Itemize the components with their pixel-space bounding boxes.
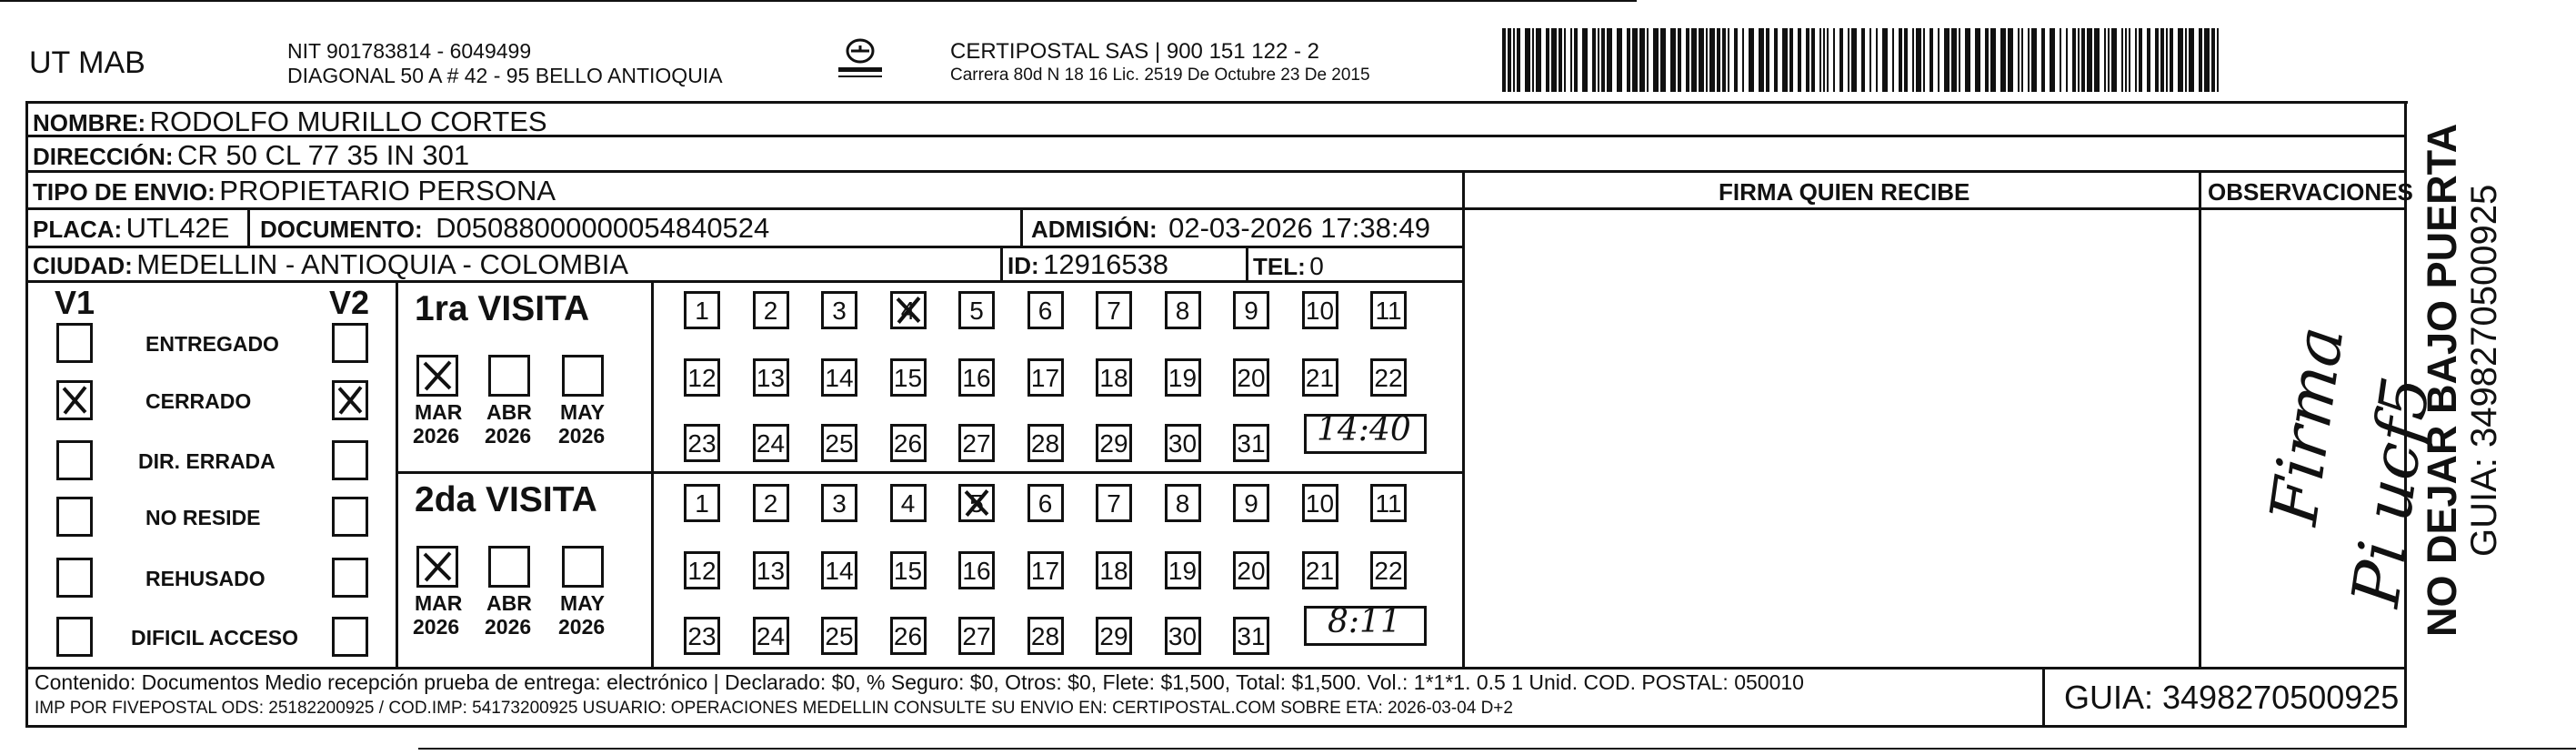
barcode-bar xyxy=(1938,28,1940,92)
barcode-bar xyxy=(1734,28,1738,92)
barcode-bar xyxy=(1709,28,1715,92)
day-cell[interactable]: 16 xyxy=(958,551,995,589)
col-line xyxy=(1246,246,1248,280)
barcode-bar xyxy=(1766,28,1769,92)
barcode-bar xyxy=(2166,28,2168,92)
barcode-bar xyxy=(1892,28,1894,92)
day-cell[interactable]: 11 xyxy=(1370,291,1407,329)
barcode-bar xyxy=(2199,28,2202,92)
day-cell[interactable]: 2 xyxy=(753,291,789,329)
day-cell[interactable]: 27 xyxy=(958,424,995,462)
barcode-bar xyxy=(1861,28,1865,92)
barcode-bar xyxy=(2031,28,2037,92)
barcode-bar xyxy=(1660,28,1666,92)
barcode-bar xyxy=(1570,28,1572,92)
barcode-bar xyxy=(1508,28,1511,92)
barcode-bar xyxy=(1592,28,1596,92)
month-checkbox[interactable] xyxy=(416,546,458,588)
barcode-bar xyxy=(1546,28,1549,92)
barcode-bar xyxy=(2211,28,2215,92)
company-name: CERTIPOSTAL SAS | 900 151 122 - 2 xyxy=(950,39,1319,64)
barcode-bar xyxy=(1823,28,1825,92)
barcode-bar xyxy=(2066,28,2068,92)
day-cell[interactable]: 10 xyxy=(1302,291,1338,329)
barcode-bar xyxy=(1904,28,1908,92)
barcode-bar xyxy=(2111,28,2117,92)
certipostal-logo xyxy=(833,35,887,89)
side-warning: NO DEJAR BAJO PUERTA xyxy=(2419,123,2465,637)
day-cell[interactable]: 7 xyxy=(1096,291,1132,329)
day-cell[interactable]: 7 xyxy=(1096,484,1132,522)
col-line xyxy=(2199,170,2201,669)
month-label: ABR xyxy=(486,400,532,424)
barcode-bar xyxy=(1827,28,1829,92)
year-label: 2026 xyxy=(413,424,460,448)
v1-label: V1 xyxy=(55,284,95,321)
row-line xyxy=(25,667,2407,669)
tipo-value: PROPIETARIO PERSONA xyxy=(219,175,556,206)
direccion-value: CR 50 CL 77 35 IN 301 xyxy=(177,139,470,171)
barcode-bar xyxy=(2104,28,2106,92)
first-visit-label: 1ra VISITA xyxy=(415,289,590,328)
direccion-label: DIRECCIÓN: xyxy=(33,143,174,170)
v1-checkbox[interactable] xyxy=(56,323,93,363)
day-cell[interactable]: 11 xyxy=(1370,484,1407,522)
form-left-border xyxy=(25,101,28,728)
v1-checkbox[interactable] xyxy=(56,558,93,598)
day-cell[interactable]: 4 xyxy=(890,484,927,522)
day-cell[interactable]: 22 xyxy=(1370,358,1407,397)
day-cell[interactable]: 2 xyxy=(753,484,789,522)
day-cell[interactable]: 29 xyxy=(1096,424,1132,462)
barcode-bar xyxy=(1839,28,1843,92)
month-label: MAR xyxy=(415,591,463,615)
nombre-label: NOMBRE: xyxy=(33,109,146,136)
barcode-bar xyxy=(1944,28,1950,92)
day-cell[interactable]: 9 xyxy=(1233,291,1269,329)
barcode-bar xyxy=(1699,28,1704,92)
check-mark-icon xyxy=(961,487,992,519)
check-mark-icon xyxy=(419,549,456,585)
month-checkbox[interactable] xyxy=(488,355,530,397)
admision-label: ADMISIÓN: xyxy=(1031,216,1158,243)
day-cell[interactable]: 23 xyxy=(684,617,720,655)
barcode-bar xyxy=(1582,28,1588,92)
v1-checkbox[interactable] xyxy=(56,380,93,420)
barcode-bar xyxy=(1502,28,1506,92)
day-cell[interactable]: 26 xyxy=(890,424,927,462)
barcode-bar xyxy=(1916,28,1921,92)
day-cell[interactable]: 25 xyxy=(821,617,857,655)
barcode-bar xyxy=(2185,28,2187,92)
year-label: 2026 xyxy=(485,424,532,448)
day-cell[interactable]: 3 xyxy=(821,484,857,522)
barcode-bar xyxy=(1912,28,1914,92)
placa-value: UTL42E xyxy=(125,212,230,244)
company-license: Carrera 80d N 18 16 Lic. 2519 De Octubre 23 De 2015 xyxy=(950,65,1370,85)
barcode-bar xyxy=(1806,28,1809,92)
day-cell[interactable]: 12 xyxy=(684,358,720,397)
status-option-label: ENTREGADO xyxy=(145,332,279,356)
barcode-bar xyxy=(1742,28,1744,92)
barcode-bar xyxy=(1876,28,1878,92)
barcode-bar xyxy=(1670,28,1676,92)
barcode-bar xyxy=(2087,28,2092,92)
month-checkbox[interactable] xyxy=(488,546,530,588)
barcode-bar xyxy=(2060,28,2061,92)
col-line xyxy=(2042,667,2045,727)
check-mark-icon xyxy=(893,294,924,327)
day-cell[interactable]: 6 xyxy=(1027,291,1064,329)
barcode-bar xyxy=(1517,28,1520,92)
barcode-bar xyxy=(2217,28,2219,92)
barcode-bar xyxy=(1819,28,1821,92)
v2-label: V2 xyxy=(329,284,370,321)
day-cell[interactable]: 18 xyxy=(1096,551,1132,589)
v2-checkbox[interactable] xyxy=(332,380,368,420)
barcode-bar xyxy=(1869,28,1871,92)
day-cell[interactable]: 27 xyxy=(958,617,995,655)
year-label: 2026 xyxy=(485,615,532,639)
col-line xyxy=(396,280,398,669)
day-cell[interactable]: 18 xyxy=(1096,358,1132,397)
barcode-bar xyxy=(1601,28,1605,92)
barcode-bar xyxy=(1959,28,1960,92)
day-cell[interactable]: 9 xyxy=(1233,484,1269,522)
id-label: ID: xyxy=(1007,252,1039,279)
sender-address: DIAGONAL 50 A # 42 - 95 BELLO ANTIOQUIA xyxy=(287,64,723,87)
day-cell[interactable]: 25 xyxy=(821,424,857,462)
v1-checkbox[interactable] xyxy=(56,497,93,537)
barcode-bar xyxy=(2155,28,2159,92)
barcode-bar xyxy=(1607,28,1612,92)
barcode-bar xyxy=(2135,28,2137,92)
barcode-bar xyxy=(1639,28,1645,92)
day-cell[interactable]: 28 xyxy=(1027,617,1064,655)
barcode-bar xyxy=(1990,28,1996,92)
day-cell[interactable]: 26 xyxy=(890,617,927,655)
documento-value: D05088000000054840524 xyxy=(436,212,770,244)
status-option-label: DIFICIL ACCESO xyxy=(131,626,299,649)
v1-checkbox[interactable] xyxy=(56,440,93,480)
month-label: MAY xyxy=(560,591,605,615)
barcode-bar xyxy=(1627,28,1630,92)
barcode-bar xyxy=(1965,28,1970,92)
day-cell[interactable]: 17 xyxy=(1027,551,1064,589)
day-cell[interactable]: 12 xyxy=(684,551,720,589)
barcode-bar xyxy=(1749,28,1754,92)
barcode-bar xyxy=(2081,28,2085,92)
footer-content: Contenido: Documentos Medio recepción prueba de entrega: electrónico | Declarado: $0, % Seguro: $0, Otros: $0, Flete: $1,500, Total: $1,500. Vol.: 1*1*1. 0.5 1 Unid. COD. POSTAL: 050010 xyxy=(35,670,1804,694)
footer-guia: GUIA: 3498270500925 xyxy=(2064,679,2400,716)
barcode-bar xyxy=(1798,28,1801,92)
year-label: 2026 xyxy=(558,424,606,448)
visits-divider xyxy=(396,471,1464,474)
barcode-bar xyxy=(1717,28,1720,92)
year-label: 2026 xyxy=(558,615,606,639)
status-option-label: DIR. ERRADA xyxy=(138,449,276,473)
day-cell[interactable]: 21 xyxy=(1302,358,1338,397)
day-cell[interactable]: 10 xyxy=(1302,484,1338,522)
day-cell[interactable]: 16 xyxy=(958,358,995,397)
day-cell[interactable]: 20 xyxy=(1233,551,1269,589)
check-mark-icon xyxy=(59,383,90,418)
status-option-label: REHUSADO xyxy=(145,567,266,590)
day-cell[interactable]: 14 xyxy=(821,358,857,397)
day-cell[interactable]: 1 xyxy=(684,291,720,329)
v2-checkbox[interactable] xyxy=(332,440,368,480)
barcode-bar xyxy=(2050,28,2055,92)
barcode-bar xyxy=(2018,28,2020,92)
barcode-bar xyxy=(1728,28,1729,92)
barcode-bar xyxy=(1782,28,1788,92)
v2-checkbox[interactable] xyxy=(332,323,368,363)
barcode-bar xyxy=(1789,28,1793,92)
documento-label: DOCUMENTO: xyxy=(260,216,423,243)
barcode-bar xyxy=(1985,28,1989,92)
month-checkbox[interactable] xyxy=(562,546,604,588)
side-guia: GUIA: 3498270500925 xyxy=(2464,184,2504,557)
barcode-bar xyxy=(1559,28,1562,92)
col-line xyxy=(1000,246,1003,280)
status-option-label: CERRADO xyxy=(145,389,252,413)
day-cell[interactable]: 24 xyxy=(753,617,789,655)
day-cell[interactable]: 19 xyxy=(1165,551,1201,589)
barcode-bar xyxy=(1774,28,1778,92)
col-line xyxy=(1020,207,1023,246)
month-label: MAY xyxy=(560,400,605,424)
barcode-bar xyxy=(2094,28,2100,92)
nombre-value: RODOLFO MURILLO CORTES xyxy=(149,106,547,137)
year-label: 2026 xyxy=(413,615,460,639)
barcode-bar xyxy=(1848,28,1849,92)
admision-value: 02-03-2026 17:38:49 xyxy=(1168,212,1430,244)
second-visit-time: 8:11 xyxy=(1328,603,1401,640)
barcode-bar xyxy=(2021,28,2023,92)
day-cell[interactable]: 19 xyxy=(1165,358,1201,397)
barcode-bar xyxy=(1882,28,1888,92)
day-cell[interactable]: 20 xyxy=(1233,358,1269,397)
barcode-bar xyxy=(1598,28,1599,92)
id-value: 12916538 xyxy=(1043,248,1169,280)
day-cell[interactable]: 8 xyxy=(1165,484,1201,522)
barcode-bar xyxy=(1551,28,1557,92)
barcode-bar xyxy=(2028,28,2030,92)
v2-checkbox[interactable] xyxy=(332,558,368,598)
barcode-bar xyxy=(1513,28,1515,92)
first-visit-time: 14:40 xyxy=(1317,411,1411,448)
barcode-bar xyxy=(2078,28,2080,92)
day-cell[interactable]: 17 xyxy=(1027,358,1064,397)
barcode-bar xyxy=(2139,28,2142,92)
observaciones-label: OBSERVACIONES xyxy=(2208,178,2413,206)
v1-checkbox[interactable] xyxy=(56,617,93,657)
tel-value: 0 xyxy=(1309,252,1324,280)
placa-label: PLACA: xyxy=(33,216,123,243)
barcode xyxy=(1502,28,2220,92)
status-option-label: NO RESIDE xyxy=(145,506,261,529)
barcode-bar xyxy=(2000,28,2006,92)
check-mark-icon xyxy=(419,357,456,394)
barcode-bar xyxy=(2121,28,2123,92)
barcode-bar xyxy=(1759,28,1764,92)
col-line xyxy=(1462,170,1465,669)
barcode-bar xyxy=(1722,28,1726,92)
top-rule xyxy=(0,0,1637,2)
day-cell[interactable]: 15 xyxy=(890,358,927,397)
barcode-bar xyxy=(1632,28,1638,92)
barcode-bar xyxy=(1691,28,1697,92)
barcode-bar xyxy=(1686,28,1689,92)
observaciones-note-1: Firma xyxy=(2255,321,2359,529)
month-checkbox[interactable] xyxy=(416,355,458,397)
col-line xyxy=(651,280,654,669)
barcode-bar xyxy=(1574,28,1578,92)
day-cell[interactable]: 5 xyxy=(958,484,995,522)
day-cell[interactable]: 14 xyxy=(821,551,857,589)
observaciones-note-2: Pi ucf5 xyxy=(2337,371,2445,611)
firma-label: FIRMA QUIEN RECIBE xyxy=(1719,178,1970,206)
day-cell[interactable]: 6 xyxy=(1027,484,1064,522)
barcode-bar xyxy=(1647,28,1649,92)
day-cell[interactable]: 29 xyxy=(1096,617,1132,655)
tel-label: TEL: xyxy=(1253,253,1306,280)
v2-checkbox[interactable] xyxy=(332,497,368,537)
day-cell[interactable]: 8 xyxy=(1165,291,1201,329)
day-cell[interactable]: 31 xyxy=(1233,617,1269,655)
second-visit-label: 2da VISITA xyxy=(415,480,597,519)
barcode-bar xyxy=(1851,28,1857,92)
barcode-bar xyxy=(2041,28,2045,92)
day-cell[interactable]: 23 xyxy=(684,424,720,462)
barcode-bar xyxy=(1678,28,1681,92)
barcode-bar xyxy=(2147,28,2150,92)
day-cell[interactable]: 5 xyxy=(958,291,995,329)
barcode-bar xyxy=(2125,28,2127,92)
day-cell[interactable]: 13 xyxy=(753,551,789,589)
day-cell[interactable]: 3 xyxy=(821,291,857,329)
barcode-bar xyxy=(1536,28,1541,92)
barcode-bar xyxy=(2108,28,2110,92)
barcode-bar xyxy=(1951,28,1957,92)
col-line xyxy=(247,207,250,246)
tipo-label: TIPO DE ENVIO: xyxy=(33,178,216,206)
day-cell[interactable]: 15 xyxy=(890,551,927,589)
day-cell[interactable]: 22 xyxy=(1370,551,1407,589)
barcode-bar xyxy=(2008,28,2013,92)
day-cell[interactable]: 30 xyxy=(1165,424,1201,462)
form-top-border xyxy=(25,101,2408,104)
barcode-bar xyxy=(2160,28,2164,92)
outer-bottom-rule xyxy=(418,748,2576,750)
sender-nit: NIT 901783814 - 6049499 xyxy=(287,39,532,63)
barcode-bar xyxy=(2170,28,2173,92)
footer-imp: IMP POR FIVEPOSTAL ODS: 25182200925 / COD.IMP: 54173200925 USUARIO: OPERACIONES MEDELLIN CONSULTE SU ENVIO EN: CERTIPOSTAL.COM SOBRE ETA: 2026-03-04 D+2 xyxy=(35,699,1513,718)
day-cell[interactable]: 1 xyxy=(684,484,720,522)
day-cell[interactable]: 21 xyxy=(1302,551,1338,589)
day-cell[interactable]: 13 xyxy=(753,358,789,397)
barcode-bar xyxy=(1929,28,1933,92)
barcode-bar xyxy=(1653,28,1659,92)
barcode-bar xyxy=(1923,28,1925,92)
check-mark-icon xyxy=(335,383,366,418)
barcode-bar xyxy=(2189,28,2194,92)
barcode-bar xyxy=(1525,28,1530,92)
month-label: MAR xyxy=(415,400,463,424)
month-label: ABR xyxy=(486,591,532,615)
day-cell[interactable]: 28 xyxy=(1027,424,1064,462)
day-cell[interactable]: 24 xyxy=(753,424,789,462)
barcode-bar xyxy=(1564,28,1566,92)
day-cell[interactable]: 30 xyxy=(1165,617,1201,655)
month-checkbox[interactable] xyxy=(562,355,604,397)
barcode-bar xyxy=(1975,28,1980,92)
ciudad-label: CIUDAD: xyxy=(33,252,133,279)
sender-name: UT MAB xyxy=(29,45,145,80)
barcode-bar xyxy=(2072,28,2076,92)
barcode-bar xyxy=(1617,28,1622,92)
day-cell[interactable]: 31 xyxy=(1233,424,1269,462)
barcode-bar xyxy=(2129,28,2130,92)
day-cell[interactable]: 4 xyxy=(890,291,927,329)
barcode-bar xyxy=(1811,28,1815,92)
barcode-bar xyxy=(2178,28,2183,92)
barcode-bar xyxy=(1899,28,1902,92)
form-bottom-border xyxy=(25,725,2407,728)
barcode-bar xyxy=(1833,28,1835,92)
v2-checkbox[interactable] xyxy=(332,617,368,657)
firma-header-line xyxy=(1462,207,2407,210)
ciudad-value: MEDELLIN - ANTIOQUIA - COLOMBIA xyxy=(136,248,629,280)
barcode-bar xyxy=(1706,28,1708,92)
barcode-bar xyxy=(2204,28,2210,92)
barcode-bar xyxy=(1532,28,1534,92)
